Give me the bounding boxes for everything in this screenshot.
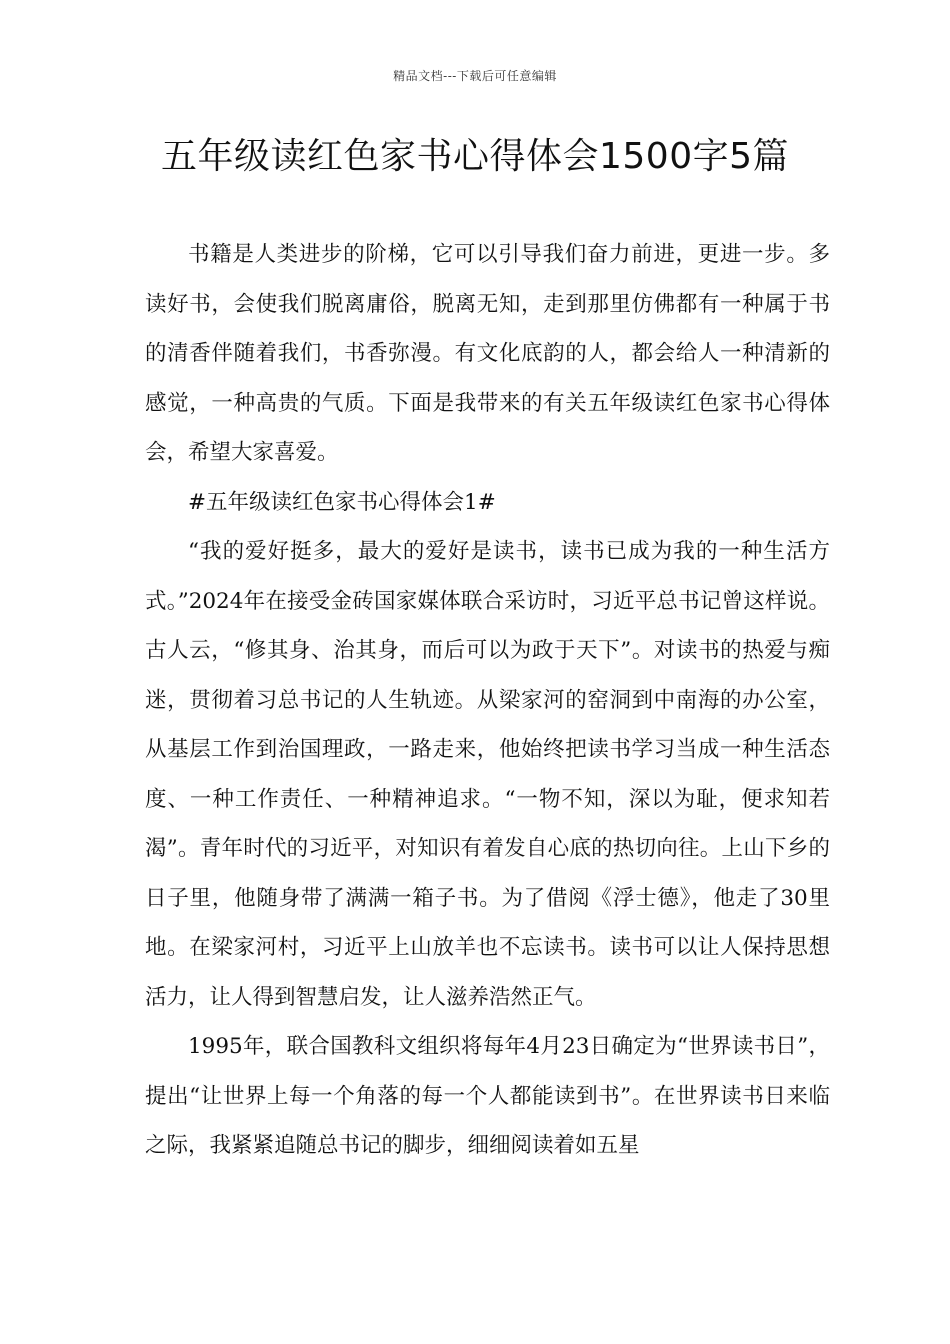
intro-paragraph: 书籍是人类进步的阶梯，它可以引导我们奋力前进，更进一步。多读好书，会使我们脱离庸俗，脱离无知，走到那里仿佛都有一种属于书的清香伴随着我们，书香弥漫。有文化底韵的人，都会给人一种清新的感觉，一种高贵的气质。下面是我带来的有关五年级读红色家书心得体会，希望大家喜爱。 bbox=[145, 242, 830, 465]
document-body bbox=[145, 230, 830, 1171]
header-note: 精品文档---下载后可任意编辑 bbox=[393, 69, 557, 83]
section-heading: #五年级读红色家书心得体会1# bbox=[188, 489, 496, 515]
body-paragraph: “我的爱好挺多，最大的爱好是读书，读书已成为我的一种生活方式。”2024年在接受金砖国家媒体联合采访时，习近平总书记曾这样说。古人云，“修其身、治其身，而后可以为政于天下”。对读书的热爱与痴迷，贯彻着习总书记的人生轨迹。从梁家河的窑洞到中南海的办公室，从基层工作到治国理政，一路走来，他始终把读书学习当成一种生活态度、一种工作责任、一种精神追求。“一物不知，深以为耻，便求知若渴”。青年时代的习近平，对知识有着发自心底的热切向往。上山下乡的日子里，他随身带了满满一箱子书。为了借阅《浮士德》，他走了30里地。在梁家河村，习近平上山放羊也不忘读书。读书可以让人保持思想活力，让人得到智慧启发，让人滋养浩然正气。 bbox=[145, 539, 830, 1010]
document-title: 五年级读红色家书心得体会1500字5篇 bbox=[160, 136, 790, 177]
body-paragraph: 1995年，联合国教科文组织将每年4月23日确定为“世界读书日”，提出“让世界上每一个角落的每一个人都能读到书”。在世界读书日来临之际，我紧紧追随总书记的脚步，细细阅读着如五星 bbox=[145, 1034, 830, 1158]
